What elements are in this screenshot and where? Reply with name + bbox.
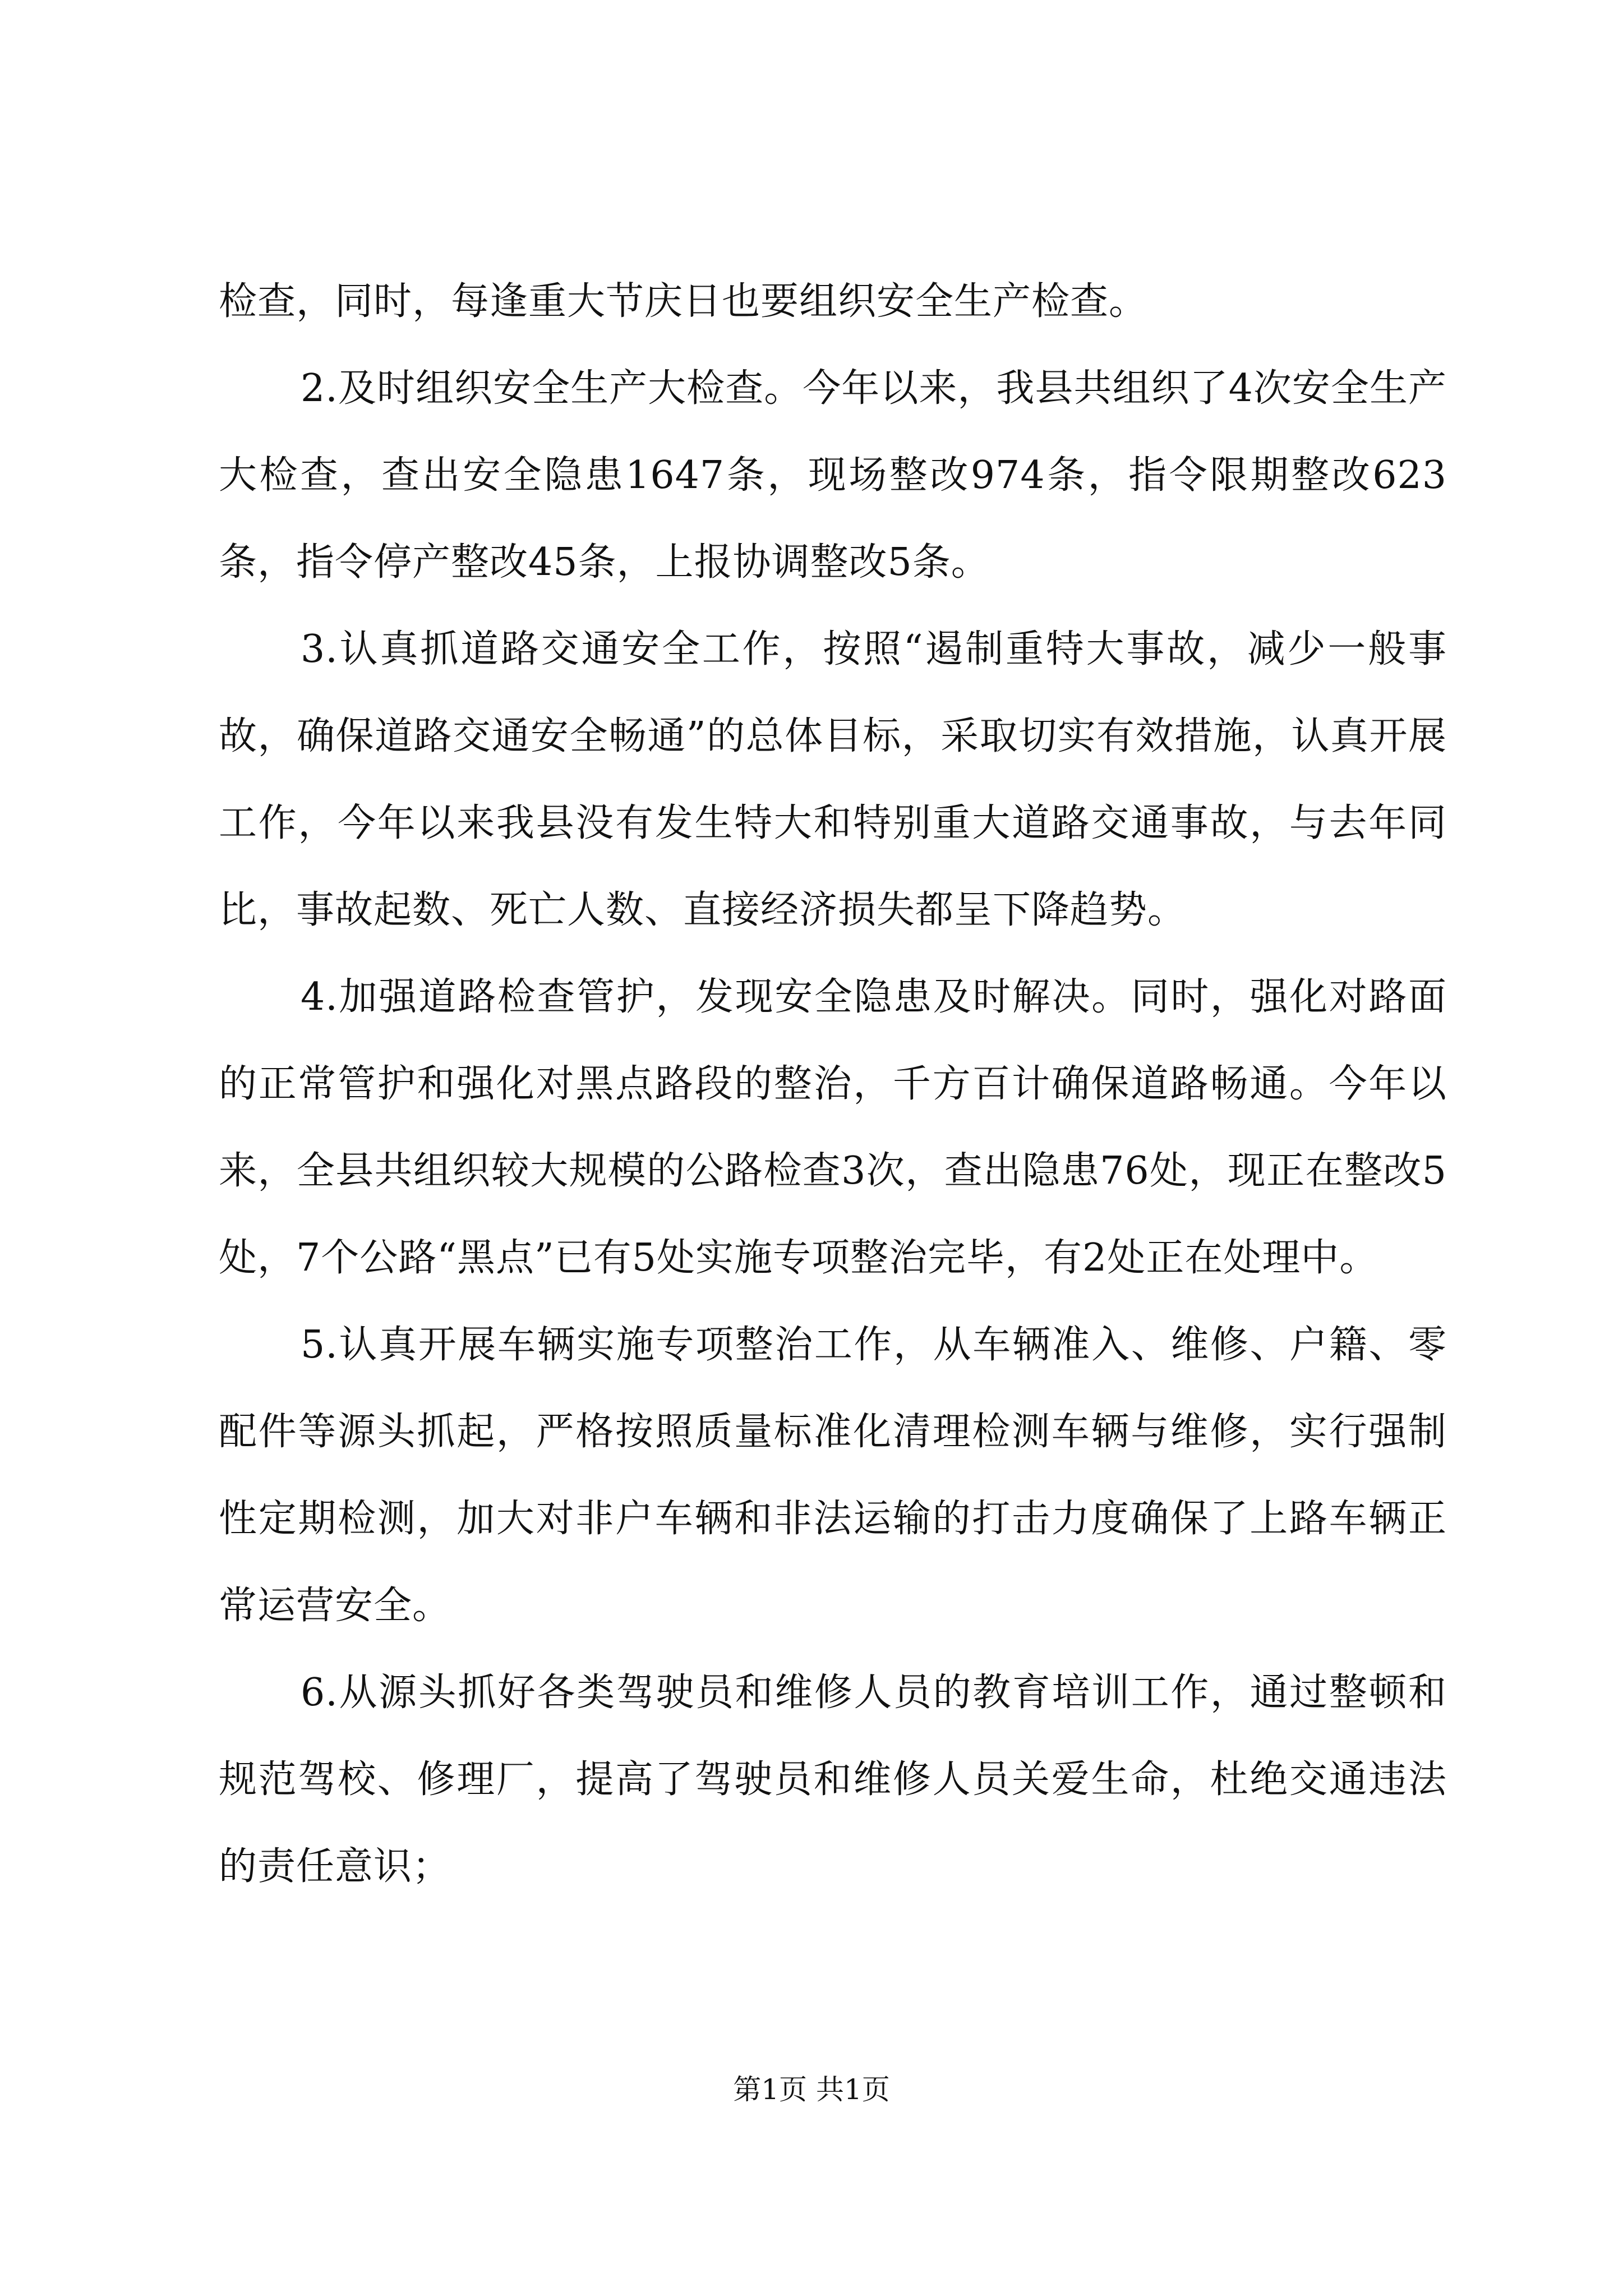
paragraph-item-6: 6.从源头抓好各类驾驶员和维修人员的教育培训工作，通过整顿和规范驾校、修理厂，提高了驾驶员和维修人员关爱生命，杜绝交通违法的责任意识； — [219, 1671, 1447, 1889]
paragraph-continuation: 检查，同时，每逢重大节庆日也要组织安全生产检查。 — [219, 279, 1148, 324]
page-footer: 第1页 共1页 — [733, 2073, 890, 2106]
paragraph-item-2: 2.及时组织安全生产大检查。今年以来，我县共组织了4次安全生产大检查，查出安全隐患1647条，现场整改974条，指令限期整改623条，指令停产整改45条，上报协调整改5条。 — [219, 366, 1447, 585]
document-body — [219, 258, 1447, 1910]
paragraph-item-3: 3.认真抓道路交通安全工作，按照“遏制重特大事故，减少一般事故，确保道路交通安全畅通”的总体目标，采取切实有效措施，认真开展工作，今年以来我县没有发生特大和特别重大道路交通事故，与去年同比，事故起数、死亡人数、直接经济损失都呈下降趋势。 — [219, 627, 1447, 932]
paragraph-item-5: 5.认真开展车辆实施专项整治工作，从车辆准入、维修、户籍、零配件等源头抓起，严格按照质量标准化清理检测车辆与维修，实行强制性定期检测，加大对非户车辆和非法运输的打击力度确保了上路车辆正常运营安全。 — [219, 1323, 1447, 1628]
paragraph-item-4: 4.加强道路检查管护，发现安全隐患及时解决。同时，强化对路面的正常管护和强化对黑点路段的整治，千方百计确保道路畅通。今年以来，全县共组织较大规模的公路检查3次，查出隐患76处，现正在整改5处，7个公路“黑点”已有5处实施专项整治完毕，有2处正在处理中。 — [219, 975, 1447, 1280]
